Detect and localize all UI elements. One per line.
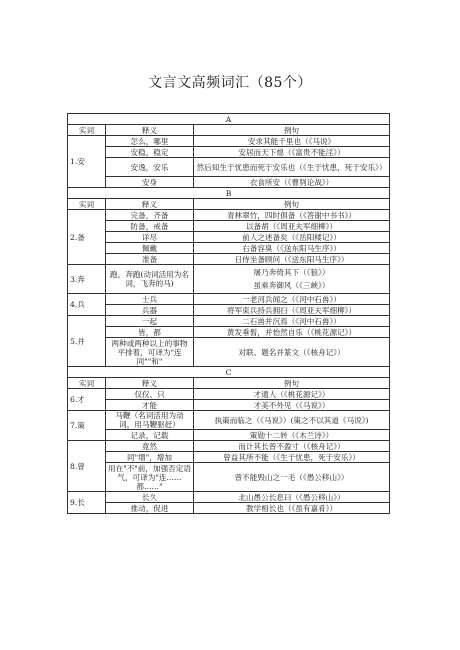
header-example: 例句 xyxy=(194,378,390,389)
word-cell: 8.曾 xyxy=(68,441,106,492)
example-text: 二石兽并沉焉（《河中石兽》） xyxy=(242,316,341,326)
table-row xyxy=(68,463,390,492)
example-text: 黄发垂髫，并怡然自乐（《桃花源记》） xyxy=(226,327,357,337)
example-cell xyxy=(194,177,390,188)
meaning-cell: 准备 xyxy=(106,254,194,265)
table-row xyxy=(68,503,390,514)
example-cell xyxy=(194,254,390,265)
word-cell: 2.备 xyxy=(68,210,106,265)
table-row xyxy=(68,338,390,367)
example-text: 教学相长也（《虽有嘉肴》） xyxy=(245,503,338,513)
table-row xyxy=(68,400,390,411)
example-cell xyxy=(194,316,390,327)
example-text: 以备胡（《周亚夫军细柳》） xyxy=(245,221,338,231)
table-row xyxy=(68,430,390,441)
meaning-cell: 推动，促进 xyxy=(106,503,194,514)
example-text: 青林翠竹，四时俱备（《答谢中书书》） xyxy=(226,210,357,220)
table-row xyxy=(68,147,390,158)
section-row xyxy=(68,114,390,125)
meaning-cell: 用在"不"前，加强否定语气，可译为"连……都……" xyxy=(106,463,194,492)
example-cell xyxy=(194,158,390,177)
example-text: 衣食所安（《曹刿论战》） xyxy=(249,177,334,187)
meaning-cell: 才能 xyxy=(106,400,194,411)
example-text: 一老河兵闻之（《河中石兽》） xyxy=(242,294,341,304)
table-row xyxy=(68,177,390,188)
meaning-cell: 两种或两种以上的事物平排着，可译为"连同""和" xyxy=(106,338,194,367)
example-cell xyxy=(194,503,390,514)
example-text: 策勋十二转（《木兰诗》） xyxy=(249,430,334,440)
header-row xyxy=(68,378,390,389)
header-meaning: 释义 xyxy=(106,378,194,389)
section-row xyxy=(68,188,390,199)
header-row xyxy=(68,199,390,210)
table-row xyxy=(68,327,390,338)
table-row xyxy=(68,294,390,305)
example-cell xyxy=(194,492,390,503)
meaning-cell: 安身 xyxy=(106,177,194,188)
header-word: 实词 xyxy=(68,125,106,136)
meaning-cell: 详尽 xyxy=(106,232,194,243)
example-text: 曾不能毁山之一毛（《愚公移山》） xyxy=(234,472,349,482)
meaning-cell: 防备，戒备 xyxy=(106,221,194,232)
table-row xyxy=(68,210,390,221)
table-row xyxy=(68,441,390,452)
meaning-cell: 长久 xyxy=(106,492,194,503)
meaning-cell: 士兵 xyxy=(106,294,194,305)
meaning-cell: 佩戴 xyxy=(106,243,194,254)
example-cell xyxy=(194,327,390,338)
meaning-cell: 兵器 xyxy=(106,305,194,316)
example-cell xyxy=(194,411,390,430)
table-row xyxy=(68,232,390,243)
word-cell: 6.才 xyxy=(68,389,106,411)
example-cell xyxy=(194,210,390,221)
header-example: 例句 xyxy=(194,199,390,210)
header-meaning: 释义 xyxy=(106,125,194,136)
example-cell xyxy=(194,400,390,411)
meaning-cell: 安稳，稳定 xyxy=(106,147,194,158)
example-cell xyxy=(194,338,390,367)
vocabulary-table-body xyxy=(68,114,390,514)
example-cell xyxy=(194,136,390,147)
document-title: 文言文高频词汇（85个） xyxy=(148,75,312,91)
table-row xyxy=(68,389,390,400)
header-word: 实词 xyxy=(68,199,106,210)
example-text: 而计其长曾不盈寸（《核舟记》） xyxy=(238,441,345,451)
table-row xyxy=(68,452,390,463)
example-cell xyxy=(194,463,390,492)
meaning-cell: 同"增"，增加 xyxy=(106,452,194,463)
word-cell: 7.策 xyxy=(68,411,106,441)
word-cell: 4.兵 xyxy=(68,294,106,316)
example-text: 安求其能千里也（《马说》 xyxy=(247,136,336,146)
word-cell: 9.长 xyxy=(68,492,106,514)
table-row xyxy=(68,316,390,327)
example-cell xyxy=(194,430,390,441)
table-row xyxy=(68,221,390,232)
header-example: 例句 xyxy=(194,125,390,136)
meaning-cell: 完备，齐备 xyxy=(106,210,194,221)
meaning-cell: 跑，奔跑(动词活用为名词，飞奔的马) xyxy=(106,265,194,294)
example-text: 前人之述备矣（《岳阳楼记》） xyxy=(242,232,341,242)
example-cell xyxy=(194,243,390,254)
example-cell xyxy=(194,265,390,294)
meaning-cell: 马鞭（名词活用为动词，用马鞭驱赶） xyxy=(106,411,194,430)
meaning-cell: 记录，记载 xyxy=(106,430,194,441)
example-text: 日侍坐备顾问（《送东阳马生序》） xyxy=(234,254,349,264)
vocabulary-table xyxy=(67,113,390,514)
example-cell xyxy=(194,294,390,305)
meaning-cell: 皆，都 xyxy=(106,327,194,338)
example-text: 曾益其所不能（《生于忧患，死于安乐》） xyxy=(223,452,360,462)
example-cell xyxy=(194,452,390,463)
example-text: 屠乃奔倚其下（《狼》） xyxy=(253,268,330,277)
meaning-cell: 仅仅、只 xyxy=(106,389,194,400)
example-text-2: 虽乘奔御风（《三峡》） xyxy=(253,281,330,290)
example-text: 右备容臭（《送东阳马生序》） xyxy=(242,243,341,253)
table-row xyxy=(68,411,390,430)
example-cell xyxy=(194,147,390,158)
example-cell xyxy=(194,441,390,452)
word-cell: 5.并 xyxy=(68,316,106,367)
example-text: 才通人（《桃花源记》） xyxy=(253,389,330,399)
meaning-cell: 竟然 xyxy=(106,441,194,452)
example-cell xyxy=(194,305,390,316)
example-cell xyxy=(194,221,390,232)
example-text: 才美不外见（《马说》） xyxy=(253,400,330,410)
header-meaning: 释义 xyxy=(106,199,194,210)
section-letter: B xyxy=(68,188,390,199)
example-text: 将军束兵持兵拥扫（《周亚夫军细柳》） xyxy=(226,305,357,315)
example-text: 对联、题名并篆文（《核舟记》） xyxy=(238,347,345,357)
example-text: 北山愚公长息曰（《愚公移山》） xyxy=(238,492,345,502)
table-row xyxy=(68,136,390,147)
word-cell: 3.奔 xyxy=(68,265,106,294)
section-letter: C xyxy=(68,367,390,378)
example-cell xyxy=(194,232,390,243)
section-row xyxy=(68,367,390,378)
header-row xyxy=(68,125,390,136)
example-text: 执策而临之（《马说》）(策之不以其道《马说》) xyxy=(214,415,369,425)
table-row xyxy=(68,158,390,177)
meaning-cell: 一起 xyxy=(106,316,194,327)
header-word: 实词 xyxy=(68,378,106,389)
table-row xyxy=(68,305,390,316)
word-cell: 1.安 xyxy=(68,136,106,188)
table-row xyxy=(68,265,390,294)
table-row xyxy=(68,254,390,265)
table-row xyxy=(68,492,390,503)
table-row xyxy=(68,243,390,254)
meaning-cell: 怎么，哪里 xyxy=(106,136,194,147)
example-cell xyxy=(194,389,390,400)
section-letter: A xyxy=(68,114,390,125)
example-text: 安居而天下熄（《富贵不能淫》） xyxy=(238,147,345,157)
example-text: 然后知生于忧患而死于安乐也（《生于忧患，死于安乐》） xyxy=(196,162,387,172)
meaning-cell: 安逸，安乐 xyxy=(106,158,194,177)
